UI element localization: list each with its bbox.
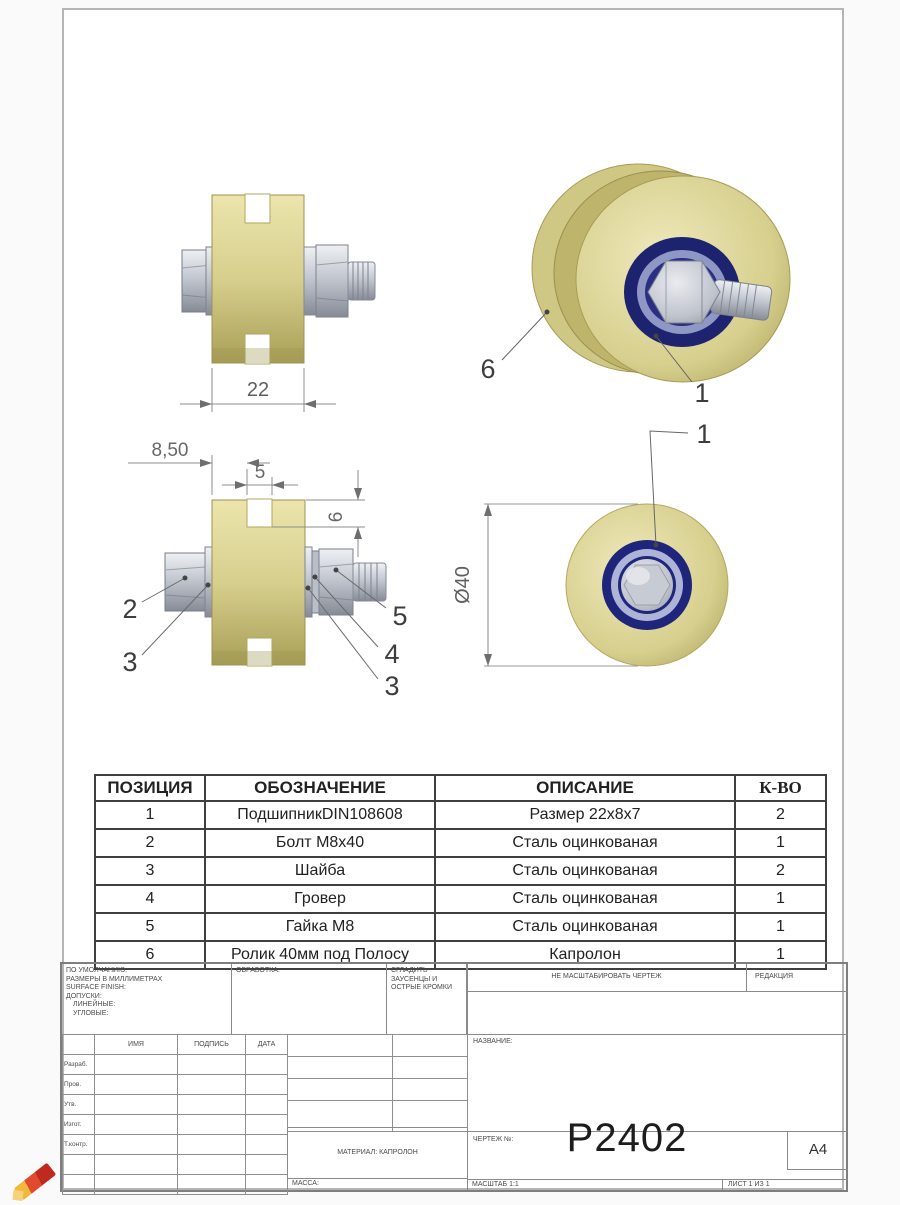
front-view-drawing bbox=[440, 415, 850, 715]
threaded-stub bbox=[348, 262, 375, 300]
table-row: 5 Гайка М8 Сталь оцинкованая 1 bbox=[95, 913, 826, 941]
dwg-number-label: ЧЕРТЕЖ №: bbox=[473, 1136, 514, 1143]
callout-6: 6 bbox=[480, 354, 496, 384]
dim-5-label: 5 bbox=[254, 462, 266, 483]
col-name: ИМЯ bbox=[95, 1035, 178, 1055]
washer-right bbox=[304, 247, 316, 315]
col-position: ПОЗИЦИЯ bbox=[95, 775, 205, 801]
callout-3-right: 3 bbox=[384, 671, 400, 701]
row-checked: Пров. bbox=[63, 1075, 95, 1095]
table-row: 2 Болт М8х40 Сталь оцинкованая 1 bbox=[95, 829, 826, 857]
col-designation: ОБОЗНАЧЕНИЕ bbox=[205, 775, 435, 801]
iso-view-drawing bbox=[450, 140, 850, 440]
aux-grid bbox=[287, 1034, 468, 1132]
table-row: 6 Ролик 40мм под Полосу Капролон 1 bbox=[95, 941, 826, 969]
washer-left bbox=[205, 547, 212, 617]
row-drawn: Разраб. bbox=[63, 1055, 95, 1075]
revision-label: РЕДАКЦИЯ bbox=[747, 964, 848, 992]
material-cell: МАТЕРИАЛ: КАПРОЛОН bbox=[287, 1127, 467, 1179]
do-not-scale-note: НЕ МАСШТАБИРОВАТЬ ЧЕРТЕЖ bbox=[467, 964, 747, 992]
callout-4: 4 bbox=[384, 639, 400, 669]
table-row: 1 ПодшипникDIN108608 Размер 22х8х7 2 bbox=[95, 801, 826, 829]
bearing-face bbox=[602, 540, 692, 630]
row-approved: Утв. bbox=[63, 1095, 95, 1115]
side-view-drawing bbox=[120, 150, 430, 460]
col-date: ДАТА bbox=[246, 1035, 288, 1055]
threaded-stub-3d bbox=[710, 279, 772, 321]
watermark-logo bbox=[14, 1163, 56, 1201]
col-signature: ПОДПИСЬ bbox=[178, 1035, 246, 1055]
dim-8-50-label: 8,50 bbox=[151, 440, 189, 461]
washer-right bbox=[305, 547, 312, 617]
roller-body bbox=[212, 194, 304, 364]
defaults-note: ПО УМОЛЧАНИЮ: РАЗМЕРЫ В МИЛЛИМЕТРАХ SURFACE FINISH: ДОПУСКИ: ЛИНЕЙНЫЕ: УГЛОВЫЕ: bbox=[62, 964, 232, 1034]
nut bbox=[319, 549, 353, 615]
table-row: 4 Гровер Сталь оцинкованая 1 bbox=[95, 885, 826, 913]
callout-1: 1 bbox=[696, 419, 712, 449]
row-qa: Т.контр. bbox=[63, 1135, 95, 1155]
mass-cell: МАССА: bbox=[292, 1180, 319, 1188]
callout-5: 5 bbox=[392, 601, 408, 631]
finish-cell: ОБРАБОТКА: bbox=[232, 964, 387, 1034]
parts-table-header bbox=[95, 775, 826, 801]
title-block bbox=[60, 962, 848, 1192]
dim-6-label: 6 bbox=[326, 511, 347, 523]
callout-2: 2 bbox=[122, 594, 138, 624]
section-view-drawing bbox=[70, 425, 450, 725]
title-name-cell: НАЗВАНИЕ: bbox=[467, 1034, 848, 1132]
dwg-number-value: P2402 bbox=[566, 1116, 688, 1160]
dimension-8-50 bbox=[128, 455, 270, 495]
parts-table bbox=[94, 774, 827, 970]
grover-washer bbox=[312, 551, 319, 613]
paper-size-cell: А4 bbox=[787, 1132, 848, 1170]
callout-1: 1 bbox=[694, 378, 710, 408]
dwg-number-cell bbox=[467, 1116, 787, 1179]
callout-3-left: 3 bbox=[122, 647, 138, 677]
table-row: 3 Шайба Сталь оцинкованая 2 bbox=[95, 857, 826, 885]
deburr-note: СГЛАДИТЬ ЗАУСЕНЦЫ И ОСТРЫЕ КРОМКИ bbox=[387, 964, 467, 1034]
col-qty: К-ВО bbox=[735, 775, 826, 801]
dim-diameter-label: Ø40 bbox=[452, 566, 474, 604]
scale-cell: МАСШТАБ 1:1 bbox=[467, 1179, 722, 1190]
roller-body bbox=[212, 499, 305, 666]
row-mfg: Изгот. bbox=[63, 1115, 95, 1135]
col-description: ОПИСАНИЕ bbox=[435, 775, 735, 801]
signoff-table bbox=[62, 1034, 288, 1195]
dim-22-label: 22 bbox=[246, 379, 270, 401]
sheet-cell: ЛИСТ 1 ИЗ 1 bbox=[722, 1179, 848, 1190]
bolt-head bbox=[165, 553, 205, 611]
nut bbox=[316, 245, 348, 317]
